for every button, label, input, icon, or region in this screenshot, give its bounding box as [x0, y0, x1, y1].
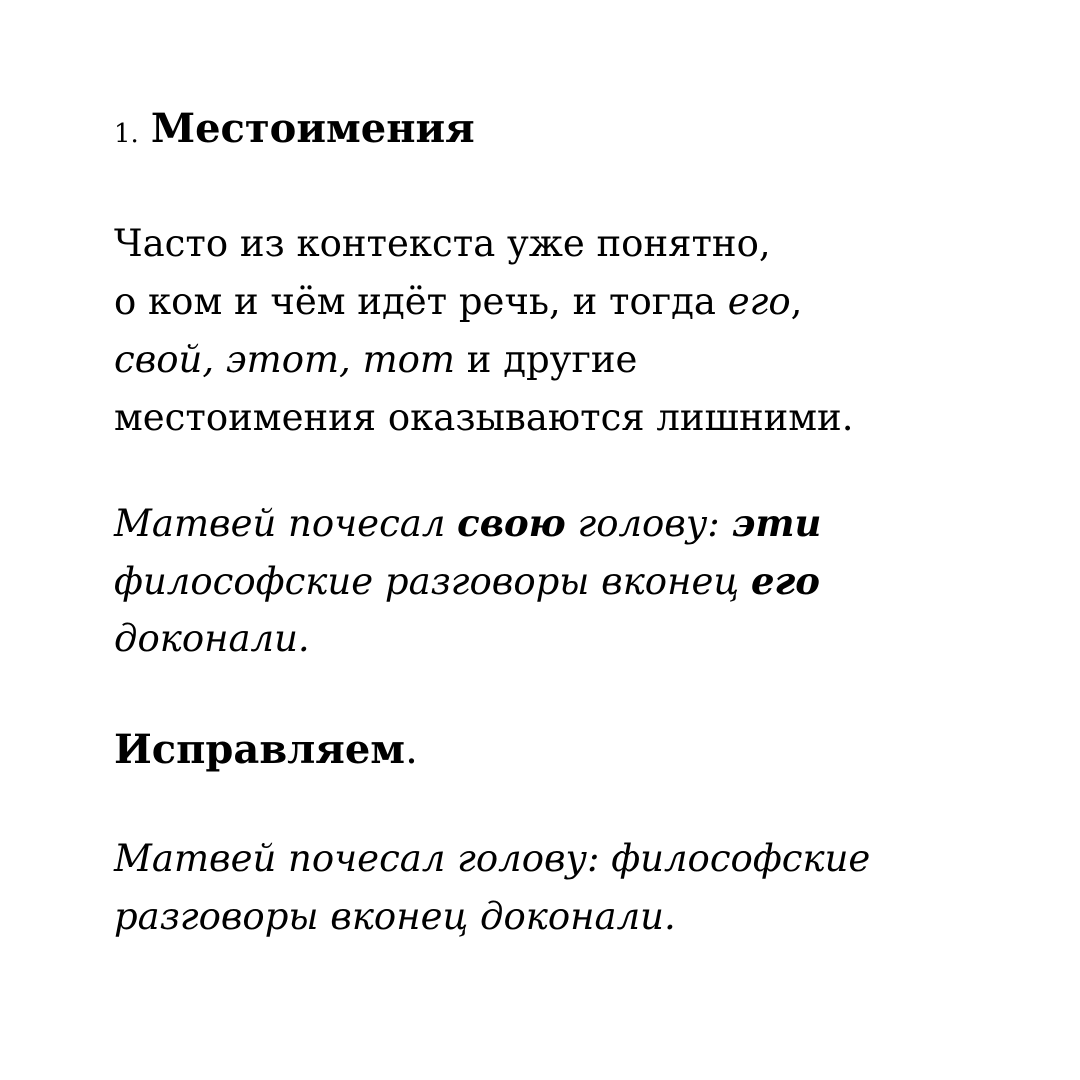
- example-text: голову:: [565, 502, 732, 545]
- intro-line: [114, 273, 853, 331]
- intro-line: местоимения оказываются лишними.: [114, 396, 854, 439]
- example-paragraph: [114, 494, 821, 668]
- example-highlight-eti: эти: [731, 501, 822, 545]
- intro-paragraph: [114, 215, 853, 447]
- intro-line: Часто из контекста уже понятно,: [114, 222, 771, 265]
- example-text: Матвей почесал: [114, 502, 458, 545]
- fix-heading-dot: .: [405, 727, 418, 773]
- example-line: доконали.: [114, 617, 310, 660]
- example-text: философские разговоры вконец: [114, 560, 751, 603]
- intro-text: и другие: [455, 338, 638, 381]
- example-highlight-ego: его: [750, 559, 820, 603]
- example-line: [114, 552, 821, 610]
- intro-pronoun-ego: его: [727, 280, 791, 323]
- section-number: 1.: [114, 119, 139, 149]
- corrected-line: разговоры вконец доконали.: [114, 895, 676, 938]
- corrected-paragraph: [114, 830, 870, 946]
- example-highlight-svoyu: свою: [457, 501, 566, 545]
- example-line: [114, 494, 821, 552]
- intro-text: о ком и чём идёт речь, и тогда: [114, 280, 728, 323]
- section-title: Местоимения: [150, 105, 475, 152]
- fix-heading: [114, 722, 418, 778]
- section-heading: [114, 101, 475, 162]
- intro-line: [114, 331, 853, 389]
- intro-pronoun-list: свой, этот, тот: [114, 338, 456, 381]
- intro-comma: ,: [790, 280, 803, 323]
- corrected-line: Матвей почесал голову: философские: [114, 837, 871, 880]
- fix-heading-word: Исправляем: [114, 726, 406, 773]
